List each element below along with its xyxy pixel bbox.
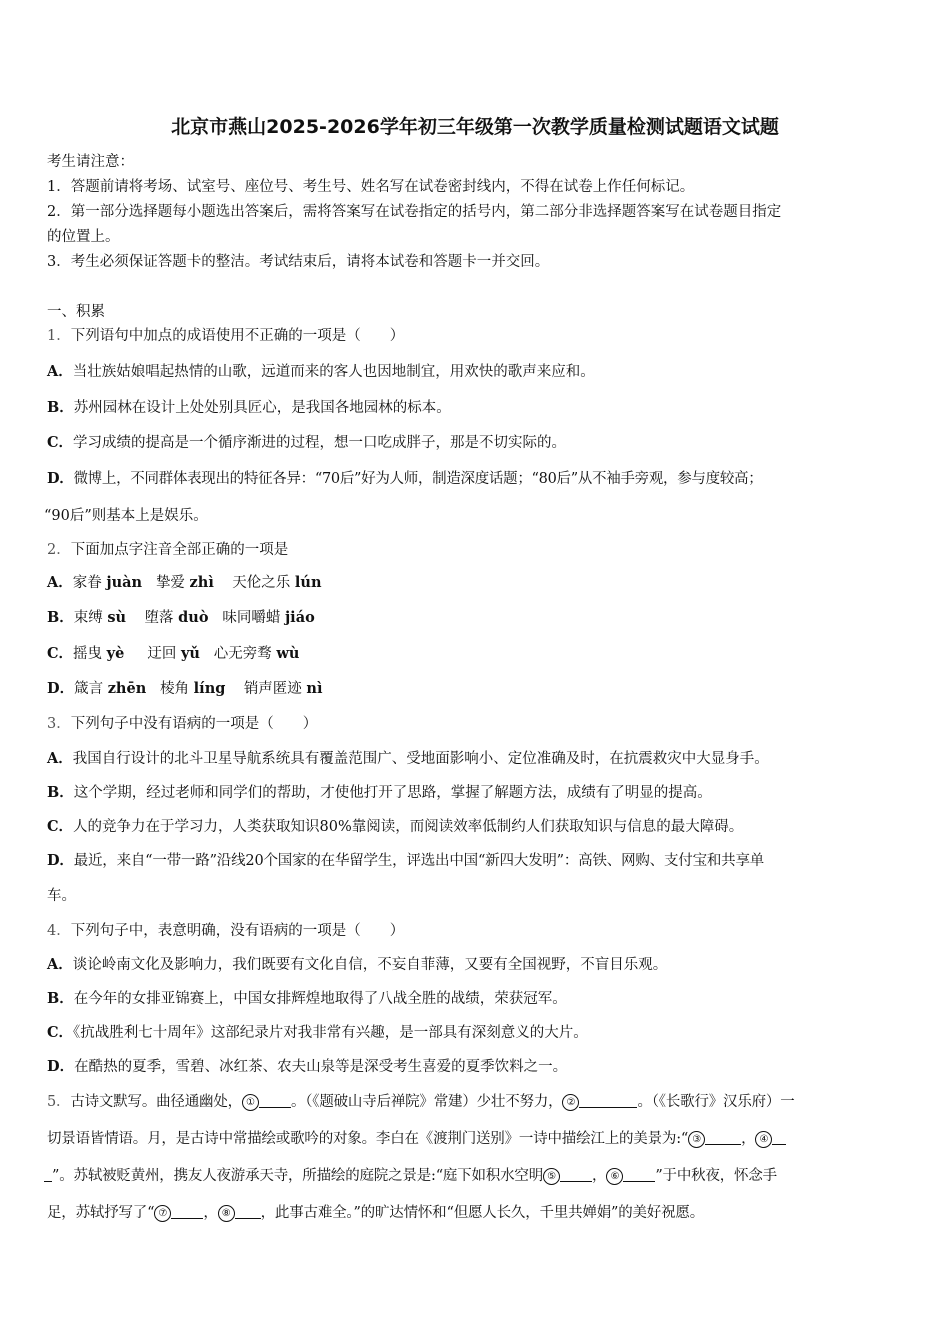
question-2-stem — [47, 540, 288, 560]
option-text: 在酷热的夏季，雪碧、冰红茶、农夫山泉等是深受考生喜爱的夏季饮料之一。 — [74, 1059, 568, 1075]
option-letter: A． — [47, 750, 73, 767]
text-segment: 古诗文默写。曲径通幽处， — [70, 1094, 242, 1110]
question-number: 2． — [47, 542, 71, 558]
question-5-line-3 — [44, 1166, 777, 1186]
option-letter: D． — [47, 470, 74, 487]
word: 堕落 — [144, 610, 174, 626]
question-2-option-b — [47, 608, 315, 628]
word: 摇曳 — [73, 646, 103, 662]
text-segment: ， — [592, 1168, 607, 1184]
question-5-line-1 — [47, 1092, 795, 1112]
question-3-stem — [47, 714, 317, 734]
word: 天伦之乐 — [232, 575, 291, 591]
pinyin: duò — [178, 609, 209, 626]
blank-marker-3: ③ — [688, 1131, 705, 1148]
answer-blank-8[interactable] — [235, 1204, 261, 1219]
option-text: 这个学期，经过老师和同学们的帮助，才使他打开了思路，掌握了解题方法，成绩有了明显的提高。 — [73, 785, 712, 801]
pinyin: líng — [193, 680, 226, 697]
option-letter: D． — [47, 680, 75, 697]
question-number: 5． — [47, 1094, 71, 1110]
blank-marker-4: ④ — [755, 1131, 772, 1148]
blank-marker-7: ⑦ — [154, 1205, 171, 1222]
answer-blank-1[interactable] — [259, 1093, 291, 1108]
option-letter: B． — [47, 399, 74, 416]
question-3-option-d-cont: 车。 — [47, 888, 76, 904]
pinyin: wù — [276, 645, 300, 662]
question-1-option-c — [47, 433, 566, 453]
question-5-line-2 — [47, 1129, 786, 1149]
notice-heading: 考生请注意： — [47, 154, 134, 170]
question-4-option-c — [47, 1023, 588, 1043]
text-segment: ”。苏轼被贬黄州，携友人夜游承天寺，所描绘的庭院之景是:“庭下如积水空明 — [52, 1168, 544, 1184]
option-text: 学习成绩的提高是一个循序渐进的过程，想一口吃成胖子，那是不切实际的。 — [73, 435, 567, 451]
question-text: 下列句子中没有语病的一项是（ ） — [70, 716, 318, 732]
question-3-option-b — [47, 783, 712, 803]
word: 心无旁骛 — [213, 646, 272, 662]
question-text: 下列语句中加点的成语使用不正确的一项是（ ） — [70, 328, 405, 344]
word: 家眷 — [72, 575, 102, 591]
question-1-option-d-cont: “90后”则基本上是娱乐。 — [44, 508, 208, 524]
question-number: 1． — [47, 328, 71, 344]
blank-marker-8: ⑧ — [218, 1205, 235, 1222]
answer-blank-7[interactable] — [171, 1204, 203, 1219]
pinyin: yǔ — [180, 645, 200, 662]
text-segment: ，此事古难全。”的旷达情怀和“但愿人长久，千里共婵娟”的美好祝愿。 — [260, 1205, 705, 1221]
blank-marker-6: ⑥ — [606, 1168, 623, 1185]
text-segment: 。（《长歌行》汉乐府）一 — [637, 1094, 795, 1110]
question-1-option-d — [47, 469, 762, 489]
option-text: 当壮族姑娘唱起热情的山歌，远道而来的客人也因地制宜，用欢快的歌声来应和。 — [72, 364, 595, 380]
question-1-option-b — [47, 398, 451, 418]
question-2-option-d — [47, 679, 322, 699]
text-segment: 切景语皆情语。月，是古诗中常描绘或歌吟的对象。李白在《渡荆门送别》一诗中描绘江上的美景为:“ — [47, 1131, 689, 1147]
option-text: 最近，来自“一带一路”沿线20个国家的在华留学生，评选出中国“新四大发明”：高铁、网购、支付宝和共享单 — [73, 853, 765, 869]
question-1-stem — [47, 326, 404, 346]
pinyin: juàn — [106, 574, 143, 591]
notice-item-2-cont: 的位置上。 — [47, 229, 120, 245]
option-letter: D． — [47, 1058, 75, 1075]
text-segment: 足，苏轼抒写了“ — [47, 1205, 155, 1221]
text-segment: ”于中秋夜，怀念手 — [655, 1168, 777, 1184]
option-text: 人的竞争力在于学习力，人类获取知识80%靠阅读，而阅读效率低制约人们获取知识与信息的最大障碍。 — [73, 819, 744, 835]
option-letter: C． — [47, 1024, 74, 1041]
option-text: 微博上，不同群体表现出的特征各异：“70后”好为人师，制造深度话题；“80后”从不袖手旁观，参与度较高； — [73, 471, 763, 487]
text-segment: ， — [203, 1205, 218, 1221]
text-segment: 。（《题破山寺后禅院》常建）少壮不努力， — [290, 1094, 563, 1110]
pinyin: nì — [306, 680, 323, 697]
option-letter: A． — [47, 956, 73, 973]
pinyin: zhēn — [107, 680, 147, 697]
option-text: 苏州园林在设计上处处别具匠心，是我国各地园林的标本。 — [73, 400, 451, 416]
option-text: 我国自行设计的北斗卫星导航系统具有覆盖范围广、受地面影响小、定位准确及时，在抗震救灾中大显身手。 — [72, 751, 769, 767]
section-heading: 一、积累 — [47, 304, 105, 320]
question-3-option-c — [47, 817, 743, 837]
word: 棱角 — [160, 681, 190, 697]
option-letter: C． — [47, 645, 74, 662]
option-text: 在今年的女排亚锦赛上，中国女排辉煌地取得了八战全胜的战绩，荣获冠军。 — [73, 991, 567, 1007]
text-segment: ， — [741, 1131, 756, 1147]
option-letter: D． — [47, 852, 74, 869]
question-text: 下列句子中，表意明确，没有语病的一项是（ ） — [70, 923, 405, 939]
notice-item-3: 3．考生必须保证答题卡的整洁。考试结束后，请将本试卷和答题卡一并交回。 — [47, 254, 550, 270]
pinyin: sù — [107, 609, 127, 626]
question-3-option-a — [47, 749, 769, 769]
option-letter: B． — [47, 990, 74, 1007]
question-4-option-b — [47, 989, 567, 1009]
answer-blank-4-cont[interactable] — [44, 1167, 52, 1182]
question-2-option-a — [47, 573, 321, 593]
question-1-option-a — [47, 362, 595, 382]
pinyin: lún — [294, 574, 322, 591]
word: 味同嚼蜡 — [222, 610, 281, 626]
notice-item-2: 2．第一部分选择题每小题选出答案后，需将答案写在试卷指定的括号内，第二部分非选择题答案写在试卷题目指定 — [47, 204, 782, 220]
answer-blank-5[interactable] — [560, 1167, 592, 1182]
option-text: 谈论岭南文化及影响力，我们既要有文化自信，不妄自菲薄，又要有全国视野，不盲目乐观。 — [72, 957, 668, 973]
word: 束缚 — [73, 610, 103, 626]
question-number: 3． — [47, 716, 71, 732]
page-title: 北京市燕山2025-2026学年初三年级第一次教学质量检测试题语文试题 — [171, 116, 779, 138]
option-text: 《抗战胜利七十周年》这部纪录片对我非常有兴趣，是一部具有深刻意义的大片。 — [73, 1025, 588, 1041]
blank-marker-5: ⑤ — [543, 1168, 560, 1185]
question-5-line-4 — [47, 1203, 704, 1223]
answer-blank-3[interactable] — [705, 1130, 741, 1145]
word: 迂回 — [147, 646, 177, 662]
pinyin: jiáo — [284, 609, 315, 626]
blank-marker-1: ① — [242, 1094, 259, 1111]
word: 挚爱 — [155, 575, 185, 591]
option-letter: C． — [47, 434, 74, 451]
answer-blank-6[interactable] — [623, 1167, 655, 1182]
question-4-option-a — [47, 955, 667, 975]
word: 箴言 — [74, 681, 104, 697]
option-letter: A． — [47, 574, 73, 591]
option-letter: B． — [47, 609, 74, 626]
question-4-option-d — [47, 1057, 567, 1077]
question-2-option-c — [47, 644, 299, 664]
question-number: 4． — [47, 923, 71, 939]
pinyin: yè — [106, 645, 125, 662]
answer-blank-2[interactable] — [579, 1093, 637, 1108]
blank-marker-2: ② — [562, 1094, 579, 1111]
option-letter: A． — [47, 363, 73, 380]
pinyin: zhì — [189, 574, 214, 591]
question-text: 下面加点字注音全部正确的一项是 — [70, 542, 289, 558]
answer-blank-4[interactable] — [772, 1130, 786, 1145]
question-4-stem — [47, 921, 404, 941]
word: 销声匿迹 — [243, 681, 302, 697]
notice-item-1: 1．答题前请将考场、试室号、座位号、考生号、姓名写在试卷密封线内，不得在试卷上作任何标记。 — [47, 179, 695, 195]
option-letter: C． — [47, 818, 74, 835]
question-3-option-d — [47, 851, 764, 871]
option-letter: B． — [47, 784, 74, 801]
